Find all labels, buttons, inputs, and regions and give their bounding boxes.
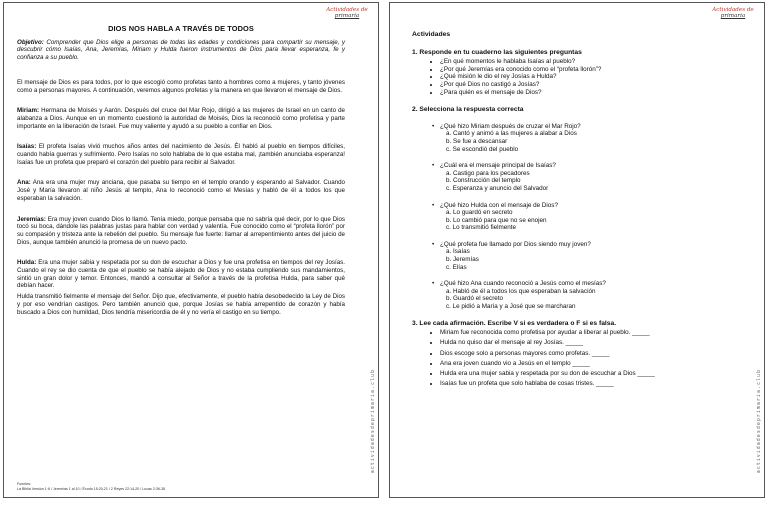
question-item: • ¿Por qué Dios no castigó a Josías? bbox=[440, 81, 730, 89]
statement-item: • Ana era joven cuando vio a Jesús en el templo _____ bbox=[440, 360, 730, 368]
activities-title: Actividades bbox=[412, 31, 451, 38]
question-item: • ¿Para quién es el mensaje de Dios? bbox=[440, 89, 730, 97]
profile-name: Hulda: bbox=[17, 259, 37, 267]
mc-question-text: • ¿Qué hizo Ana cuando reconoció a Jesús como el mesías? bbox=[440, 280, 730, 288]
profile-name: Isaías: bbox=[17, 143, 37, 151]
section-3-title: 3. Lee cada afirmación. Escribe V si es verdadera o F si es falsa. bbox=[412, 319, 617, 327]
question-item: • ¿Por qué Jeremías era conocido como el “profeta llorón”? bbox=[440, 66, 730, 74]
sources-footer bbox=[17, 482, 337, 491]
profile-text: Ana era una mujer muy anciana, que pasaba su tiempo en el templo orando y esperando al Salvador. Cuando José y María llevaron al niño Jesús al templo, Ana lo reconoció como el Mesías y habló de él a todos los que esperaban la salvación. bbox=[17, 179, 345, 202]
brand-line-1: Actividades de bbox=[326, 7, 368, 13]
brand-line-2: primaria bbox=[720, 13, 746, 20]
lesson-closing: Hulda transmitió fielmente el mensaje del Señor. Dijo que, efectivamente, el pueblo había desobedecido la Ley de Dios y por eso vendrían castigos. Pero también anunció que, porque Josías se había arrepentido de corazón y había buscado a Dios con humildad, Dios tendría misericordia de él y no vería el castigo en su tiempo. bbox=[17, 293, 345, 316]
mc-option: b. Jeremías bbox=[446, 256, 479, 264]
profile-name: Ana: bbox=[17, 179, 31, 187]
brand-logo bbox=[710, 7, 756, 20]
mc-question bbox=[412, 123, 730, 153]
profile-hulda bbox=[17, 259, 345, 290]
question-item: • ¿En qué momentos le hablaba Isaías al pueblo? bbox=[440, 58, 730, 66]
sources-text: La Biblia Versión 1·6 / Jeremías 1 al 10 / Éxodo 15:20-21 / 2 Reyes 22:14-20 / Lucas 2:36-38 bbox=[17, 486, 166, 491]
profile-ana bbox=[17, 179, 345, 202]
mc-option: c. Le pidió a María y a José que se marcharan bbox=[446, 303, 576, 311]
profile-text: Era muy joven cuando Dios lo llamó. Tenía miedo, porque pensaba que no sabría qué decir, por lo que Dios tocó su boca, dándole las palabras justas para hablar con verdad y valentía. Fue conocido como el “profeta llorón” por su compasión y tristeza ante la rebelión del pueblo. Su mensaje fue fuerte: llamar al arrepentimiento antes del juicio de Dios, aunque también anunció la promesa de un nuevo pacto. bbox=[17, 215, 345, 246]
side-watermark: actividadesdeprimaria.club bbox=[370, 368, 376, 473]
mc-question bbox=[412, 162, 730, 192]
lesson-page bbox=[3, 2, 379, 498]
profile-jeremias bbox=[17, 216, 345, 247]
statement-item: • Isaías fue un profeta que solo hablaba de cosas tristes. _____ bbox=[440, 380, 730, 388]
mc-question bbox=[412, 202, 730, 232]
profile-text: Era una mujer sabia y respetada por su don de escuchar a Dios y fue una profetisa en tiempos del rey Josías. Cuando el rey se dio cuenta de que el pueblo se había alejado de Dios y no estaba cumpliendo sus mandamientos, sintió un gran dolor y temor. Entonces, mandó a consultar al Señor a través de la profetisa Hulda, para saber qué debían hacer. bbox=[17, 259, 345, 290]
profile-name: Miriam: bbox=[17, 107, 40, 115]
mc-option: a. Lo guardó en secreto bbox=[446, 209, 513, 217]
activities-page bbox=[389, 2, 765, 498]
mc-option: c. Elías bbox=[446, 263, 467, 271]
brand-logo bbox=[324, 7, 370, 20]
question-item: • ¿Qué misión le dio el rey Josías a Hulda? bbox=[440, 73, 730, 81]
open-questions-list bbox=[412, 58, 730, 96]
profile-text: El profeta Isaías vivió muchos años antes del nacimiento de Jesús. Él habló al pueblo en tiempos difíciles, cuando había guerras y sufrimiento. Pero Isaías no solo hablaba de lo que estaba mal, ¡también anunciaba esperanza! Isaías fue un profeta que preparó el corazón del pueblo para recibir al Salvador. bbox=[17, 143, 345, 166]
profile-isaias bbox=[17, 143, 345, 166]
mc-option: a. Castigo para los pecadores bbox=[446, 169, 530, 177]
mc-option: b. Lo cambió para que no se enojen bbox=[446, 216, 547, 224]
mc-question-text: • ¿Qué profeta fue llamado por Dios siendo muy joven? bbox=[440, 241, 730, 249]
mc-question bbox=[412, 241, 730, 271]
mc-option: b. Guardó el secreto bbox=[446, 295, 504, 303]
side-watermark: actividadesdeprimaria.club bbox=[756, 368, 762, 473]
mc-option: a. Habló de él a todos los que esperaban la salvación bbox=[446, 287, 596, 295]
mc-question-text: • ¿Qué hizo Hulda con el mensaje de Dios? bbox=[440, 202, 730, 210]
objective-text: Comprender que Dios elige a personas de todas las edades y condiciones para compartir su mensaje, y descubrir cómo Isaías, Ana, Jeremías, Miriam y Hulda fueron instrumentos de Dios para llevar esperanza, fe y confianza a su pueblo. bbox=[17, 38, 345, 62]
mc-option: b. Se fue a descansar bbox=[446, 137, 508, 145]
section-2-title: 2. Selecciona la respuesta correcta bbox=[412, 106, 524, 114]
section-1-title: 1. Responde en tu cuaderno las siguientes preguntas bbox=[412, 48, 582, 56]
mc-question-text: • ¿Qué hizo Miriam después de cruzar el Mar Rojo? bbox=[440, 123, 730, 131]
mc-option: b. Construcción del templo bbox=[446, 177, 521, 185]
statement-item: • Miriam fue reconocida como profetisa por ayudar a liberar al pueblo. _____ bbox=[440, 329, 730, 337]
profile-text: Hermana de Moisés y Aarón. Después del cruce del Mar Rojo, dirigió a las mujeres de Israel en un canto de alabanza a Dios. Aunque en un momento cuestionó la autoridad de Moisés, Dios la reconoció como profetisa y parte importante en la liberación de Israel. Fue muy valiente y ayudó a su pueblo a confiar en Dios. bbox=[17, 107, 345, 130]
statement-item: • Hulda era una mujer sabia y respetada por su don de escuchar a Dios _____ bbox=[440, 370, 730, 378]
mc-question bbox=[412, 280, 730, 310]
brand-line-2: primaria bbox=[334, 13, 360, 20]
lesson-intro: El mensaje de Dios es para todos, por lo que escogió como profetas tanto a hombres como a mujeres, y tanto jóvenes como a personas mayores. A continuación, veremos algunos profetas y la manera en que llevaron el mensaje de Dios. bbox=[17, 78, 345, 94]
mc-question-text: • ¿Cuál era el mensaje principal de Isaías? bbox=[440, 162, 730, 170]
brand-line-1: Actividades de bbox=[712, 7, 754, 13]
activities-body bbox=[412, 31, 730, 390]
mc-option: c. Se escondió del pueblo bbox=[446, 145, 519, 153]
statement-item: • Hulda no quiso dar el mensaje al rey Josías. _____ bbox=[440, 339, 730, 347]
statement-item: • Dios escoge solo a personas mayores como profetas. _____ bbox=[440, 350, 730, 358]
lesson-title: DIOS NOS HABLA A TRAVÉS DE TODOS bbox=[108, 24, 254, 33]
lesson-objective bbox=[17, 39, 345, 62]
profile-name: Jeremías: bbox=[17, 215, 46, 223]
objective-label: Objetivo: bbox=[17, 38, 44, 46]
mc-option: c. Lo transmitió fielmente bbox=[446, 224, 516, 232]
mc-option: a. Isaías bbox=[446, 248, 470, 256]
true-false-list bbox=[412, 329, 730, 388]
sources-label: Fuentes: bbox=[17, 482, 31, 487]
lesson-body bbox=[17, 25, 345, 329]
mc-option: a. Cantó y animó a las mujeres a alabar a Dios bbox=[446, 130, 577, 138]
profile-miriam bbox=[17, 107, 345, 130]
mc-option: c. Esperanza y anuncio del Salvador bbox=[446, 184, 549, 192]
